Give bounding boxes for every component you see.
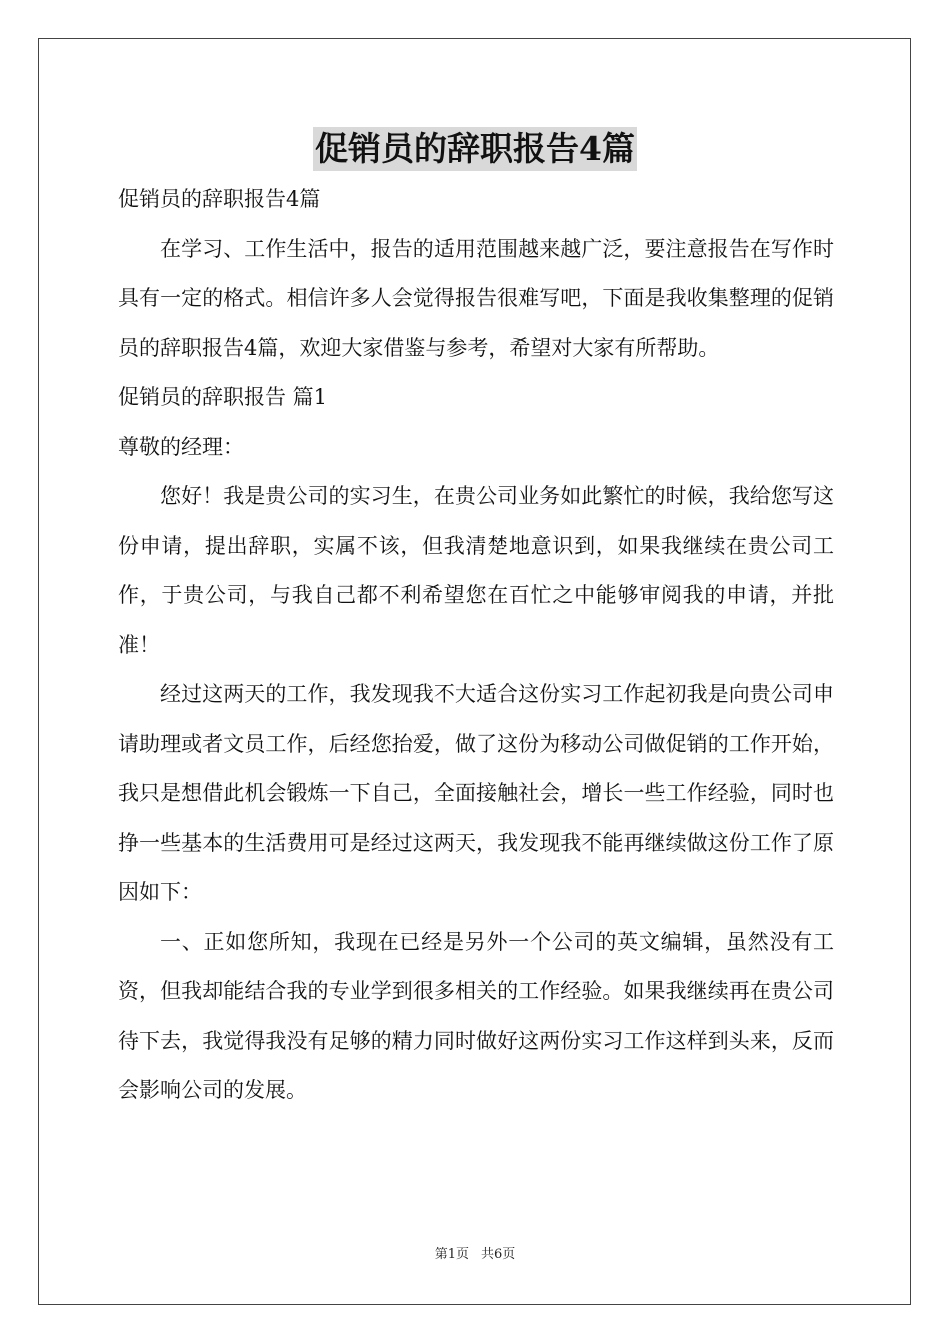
page-number-total: 共6页 <box>481 1247 516 1262</box>
document-body <box>118 175 834 1116</box>
paragraph-0: 促销员的辞职报告4篇 <box>118 187 321 211</box>
title-container <box>0 127 950 171</box>
paragraph-3: 尊敬的经理： <box>118 434 244 459</box>
document-title: 促销员的辞职报告4篇 <box>313 127 637 171</box>
paragraph-6: 一、正如您所知，我现在已经是另外一个公司的英文编辑，虽然没有工资，但我却能结合我的专业学到很多相关的工作经验。如果我继续再在贵公司待下去，我觉得我没有足够的精力同时做好这两份实习工作这样到头来，反而会影响公司的发展。 <box>118 929 834 1102</box>
paragraph-2: 促销员的辞职报告 篇1 <box>118 385 328 409</box>
paragraph-4: 您好！我是贵公司的实习生，在贵公司业务如此繁忙的时候，我给您写这份申请，提出辞职，实属不该，但我清楚地意识到，如果我继续在贵公司工作，于贵公司，与我自己都不利希望您在百忙之中能够审阅我的申请，并批准！ <box>118 484 834 657</box>
paragraph-1: 在学习、工作生活中，报告的适用范围越来越广泛，要注意报告在写作时具有一定的格式。相信许多人会觉得报告很难写吧，下面是我收集整理的促销员的辞职报告4篇，欢迎大家借鉴与参考，希望对大家有所帮助。 <box>118 236 834 360</box>
page-number-current: 第1页 <box>434 1247 469 1262</box>
paragraph-5: 经过这两天的工作，我发现我不大适合这份实习工作起初我是向贵公司申请助理或者文员工作，后经您抬爱，做了这份为移动公司做促销的工作开始，我只是想借此机会锻炼一下自己，全面接触社会，增长一些工作经验，同时也挣一些基本的生活费用可是经过这两天，我发现我不能再继续做这份工作了原因如下： <box>118 682 834 904</box>
page-footer <box>0 1246 950 1264</box>
